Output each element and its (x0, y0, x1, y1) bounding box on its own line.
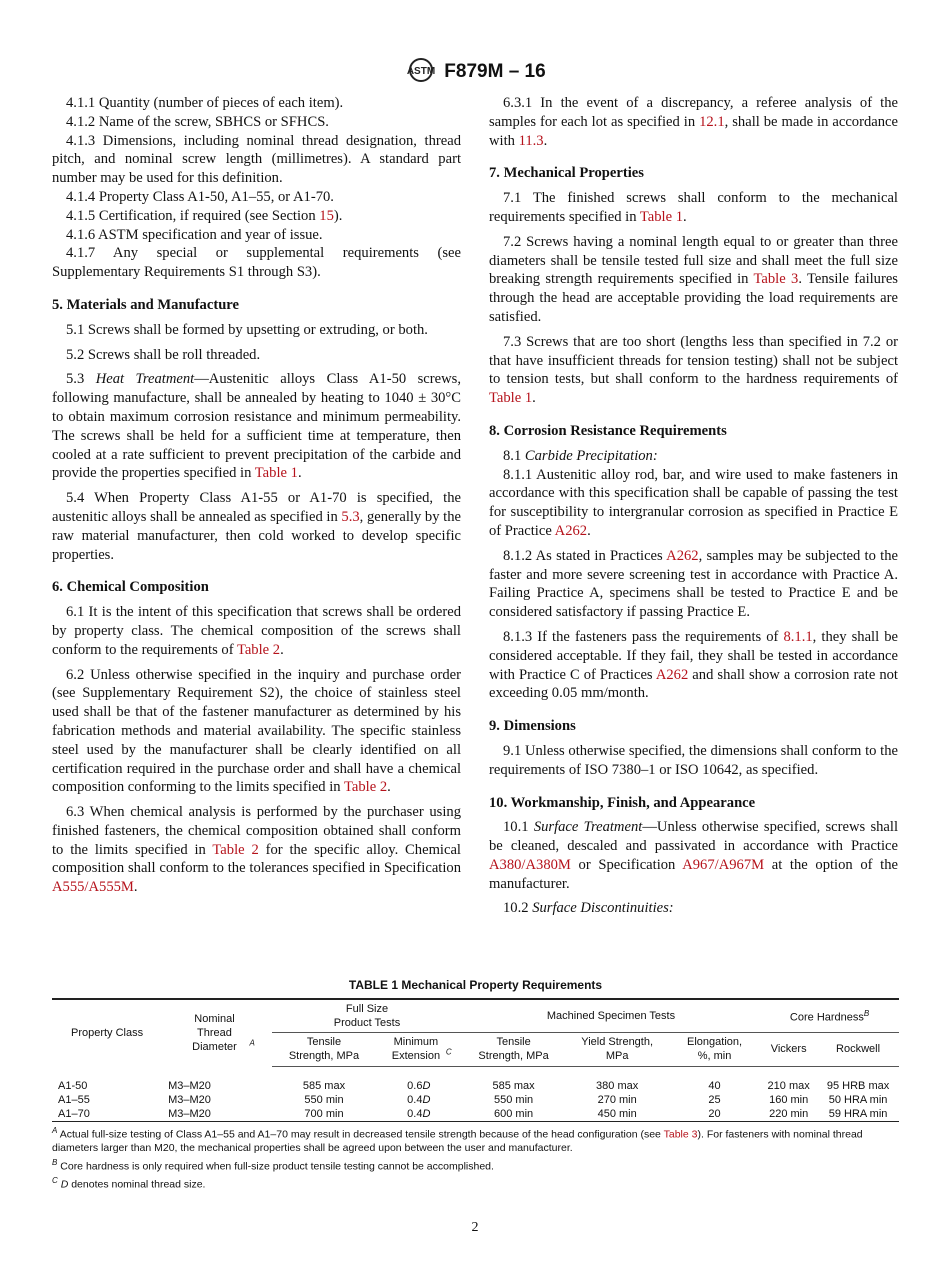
text-run: denotes nominal thread size. (68, 1178, 206, 1190)
table-cell: 585 max (492, 1080, 535, 1092)
text-run: 10.2 (503, 900, 533, 917)
col-m-tensile: Tensile Strength, MPa (462, 1033, 566, 1067)
section-heading (489, 422, 898, 441)
table-cell: 450 min (597, 1108, 637, 1120)
text-run: . (387, 779, 391, 796)
text-run: 9.1 Unless otherwise specified, the dimensions shall conform to the requirements of ISO 7380–1 or ISO 10642, as specified. (489, 742, 898, 778)
col-fs-extension: Minimum Extension $^C$ (376, 1033, 462, 1067)
paragraph (52, 207, 461, 226)
cross-reference-link[interactable]: 5.3 (341, 508, 360, 525)
table-cell: A1-50 (58, 1079, 88, 1092)
col-nominal-thread: Nominal Thread Diameter $^A$ (192, 1013, 255, 1054)
text-run: 4.1.2 Name of the screw, SBHCS or SFHCS. (66, 113, 329, 130)
cross-reference-link[interactable]: 8.1.1 (783, 628, 813, 645)
text-run: 6.3 When chemical analysis is performed by the purchaser using finished fasteners, the chemical composition obtained shall conform to the limits specified in (52, 804, 461, 858)
text-run: 9. Dimensions (489, 718, 576, 735)
text-run: . (297, 465, 302, 482)
table-cell: 270 min (597, 1094, 637, 1106)
paragraph (489, 742, 898, 780)
paragraph (489, 547, 898, 622)
table-cell: 585 max (302, 1080, 346, 1092)
text-run: 5.3 (66, 371, 96, 388)
section-heading (52, 578, 461, 597)
col-property-class: Property Class (70, 1027, 144, 1040)
cross-reference-link[interactable]: Table 2 (212, 841, 259, 858)
footnote (52, 1174, 899, 1192)
text-run: 5.1 Screws shall be formed by upsetting or extruding, or both. (66, 321, 428, 338)
cross-reference-link[interactable]: 12.1 (699, 113, 725, 130)
paragraph (489, 466, 898, 541)
cross-reference-link[interactable]: A262 (655, 666, 689, 683)
text-run: 5. Materials and Manufacture (52, 296, 239, 313)
table-cell: M3–M20 (168, 1079, 211, 1092)
text-run: Core hardness is only required when full-size product tensile testing cannot be accomplished. (60, 1160, 494, 1172)
text-run: , generally by the raw material manufacturer, then cold worked to develop specific properties. (52, 508, 461, 563)
text-run: . (587, 522, 591, 539)
col-machined: Machined Specimen Tests (462, 999, 760, 1033)
text-run: , they shall be considered acceptable. If they fail, they shall be tested in accordance with Practice C of Practices (489, 628, 898, 683)
astm-logo-icon (404, 57, 438, 83)
designation: F879M – 16 (444, 61, 546, 82)
text-run: 8.1.1 Austenitic alloy rod, bar, and wire used to make fasteners in accordance with this specification shall be capable of passing the test for susceptibility to intergranular corrosion as specified in Practice E of Practice (489, 466, 898, 539)
text-run: ). (333, 207, 343, 224)
paragraph (52, 321, 461, 340)
table-cell: M3–M20 (168, 1108, 211, 1120)
text-run: 8.1 (503, 447, 525, 464)
cross-reference-link[interactable]: Table 1 (639, 208, 684, 225)
right-column (489, 94, 898, 924)
cross-reference-link[interactable]: Table 1 (489, 390, 533, 407)
text-run: 4.1.7 Any special or supplemental requirements (see Supplementary Requirements S1 through S3). (52, 245, 461, 281)
paragraph (52, 132, 461, 188)
table-row (52, 1067, 899, 1094)
text-run: . (280, 641, 284, 658)
table-cell: 50 HRA min (828, 1094, 888, 1106)
paragraph (52, 370, 461, 483)
italic-term: Carbide Precipitation: (524, 447, 658, 464)
paragraph (489, 447, 898, 466)
table-1 (52, 978, 899, 1192)
table-row (52, 1093, 899, 1107)
table-cell: 700 min (304, 1108, 344, 1120)
paragraph (489, 628, 898, 703)
text-run: 8.1.3 If the fasteners pass the requirements of (503, 628, 784, 645)
text-run: 8. Corrosion Resistance Requirements (489, 422, 727, 439)
text-run: —Unless otherwise specified, screws shall be cleaned, descaled and passivated in accordance with Practice (489, 819, 899, 855)
paragraph (52, 244, 461, 282)
table-cell: 160 min (769, 1094, 809, 1106)
paragraph (489, 818, 898, 893)
text-run: 4.1.6 ASTM specification and year of issue. (66, 226, 323, 243)
paragraph (52, 188, 461, 207)
paragraph (52, 113, 461, 132)
text-run: . Tensile failures through the head are acceptable providing the load requirements are satisfied. (489, 271, 898, 325)
cross-reference-link[interactable]: Table 3 (663, 1128, 698, 1141)
svg-text:ASTM: ASTM (407, 66, 436, 77)
table-cell: 0.4D (407, 1094, 431, 1106)
text-run: 5.4 When Property Class A1-55 or A1-70 is specified, the austenitic alloys shall be annealed as specified in (52, 490, 461, 525)
italic-term: D (60, 1178, 69, 1190)
paragraph (52, 666, 461, 798)
footnote-mark: A (52, 1126, 58, 1135)
paragraph (489, 899, 898, 918)
table-cell: 600 min (494, 1108, 534, 1120)
cross-reference-link[interactable]: A967/A967M (682, 856, 765, 873)
cross-reference-link[interactable]: A262 (554, 522, 588, 539)
text-run: 10.1 (503, 819, 534, 836)
text-run: 4.1.5 Certification, if required (see Section (66, 207, 320, 224)
text-run: 4.1.3 Dimensions, including nominal thread designation, thread pitch, and nominal screw length (millimetres). A standard part number may be used for this definition. (52, 132, 461, 187)
table-cell: 0.6D (407, 1080, 431, 1092)
text-run: 8.1.2 As stated in Practices (503, 547, 667, 564)
text-run: 7.2 Screws having a nominal length equal to or greater than three diameters shall be tensile tested full size and shall meet the full size breaking strength requirements specified in (489, 233, 898, 288)
table-cell: A1–55 (58, 1094, 90, 1106)
table-row (52, 1107, 899, 1122)
text-run: 4.1.4 Property Class A1-50, A1–55, or A1-70. (66, 188, 334, 205)
col-full-size: Full Size Product Tests (272, 999, 462, 1033)
text-run: 7.3 Screws that are too short (lengths less than specified in 7.2 or that have insufficient threads for tension testing) shall not be subject to tension tests, but shall conform to the hardness requirements of (489, 333, 898, 388)
cross-reference-link[interactable]: A380/A380M (489, 856, 571, 873)
cross-reference-link[interactable]: A262 (666, 547, 699, 564)
text-run: 7. Mechanical Properties (489, 165, 644, 182)
text-run: and shall show a corrosion rate not exceeding 0.05 mm/month. (489, 666, 898, 702)
table-footnotes (52, 1124, 899, 1192)
paragraph (489, 189, 898, 227)
text-run: 6. Chemical Composition (52, 579, 209, 596)
paragraph (52, 603, 461, 659)
paragraph (489, 333, 898, 408)
paragraph (52, 489, 461, 564)
footnote-mark: B (52, 1157, 58, 1167)
paragraph (52, 94, 461, 113)
left-column (52, 94, 461, 903)
mechanical-property-table (52, 998, 899, 1122)
cross-reference-link[interactable]: Table 2 (236, 641, 281, 658)
text-run: at the option of the manufacturer. (489, 856, 898, 892)
table-cell: 40 (708, 1080, 721, 1092)
col-core-hardness: Core Hardness$^B$ (760, 999, 899, 1033)
text-run: 4.1.1 Quantity (number of pieces of each item). (66, 95, 344, 111)
text-run: , samples may be subjected to the faster and more severe screening test in accordance with Practice A. Failing Practice A, specimens shall be tested to Practice E and be considered satisfactory if passing Practice E. (489, 547, 898, 621)
text-run: —Austenitic alloys Class A1-50 screws, following manufacture, shall be annealed by heating to 1040 ± 30°C to obtain maximum corrosion resistance and minimum permeability. The screws shall be held for a sufficient time at temperature, then cooled at a rate sufficient to prevent precipitation of the carbide and provide the properties specified in (52, 371, 461, 482)
paragraph (489, 233, 898, 327)
cross-reference-link[interactable]: 11.3 (518, 132, 544, 149)
table-caption: TABLE 1 Mechanical Property Requirements (348, 978, 603, 992)
col-vickers: Vickers (760, 1033, 817, 1067)
text-run: or Specification (570, 856, 683, 873)
col-m-elongation: Elongation, %, min (669, 1033, 760, 1067)
text-run: Actual full-size testing of Class A1–55 and A1–70 may result in decreased tensile strength because of the head configuration (see (59, 1128, 664, 1141)
paragraph (52, 803, 461, 897)
section-heading (489, 794, 898, 813)
footnote (52, 1156, 899, 1174)
page-header (0, 57, 950, 83)
page-number: 2 (471, 1220, 479, 1235)
cross-reference-link[interactable]: 15 (319, 207, 334, 224)
italic-term: Surface Discontinuities: (532, 900, 674, 917)
table-cell: M3–M20 (168, 1094, 211, 1106)
text-run: 7.1 The finished screws shall conform to the mechanical requirements specified in (489, 190, 898, 225)
text-run: 10. Workmanship, Finish, and Appearance (489, 794, 756, 811)
paragraph (52, 226, 461, 245)
text-run: . (543, 132, 548, 149)
table-cell: 550 min (494, 1094, 534, 1106)
footnote-mark: C (52, 1175, 58, 1185)
cross-reference-link[interactable]: Table 3 (753, 271, 799, 288)
italic-term: Heat Treatment (95, 371, 195, 388)
paragraph (489, 94, 898, 150)
table-cell: 210 max (767, 1080, 810, 1092)
text-run: 6.1 It is the intent of this specification that screws shall be ordered by property class. The chemical composition of the screws shall conform to the requirements of (52, 604, 461, 658)
table-cell: 380 max (596, 1080, 639, 1092)
section-heading (52, 296, 461, 315)
table-cell: A1–70 (58, 1108, 90, 1120)
paragraph (52, 346, 461, 365)
text-run: 6.3.1 In the event of a discrepancy, a referee analysis of the samples for each lot as specified in (489, 95, 898, 130)
col-fs-tensile: Tensile Strength, MPa (272, 1033, 376, 1067)
table-cell: 59 HRA min (828, 1108, 888, 1120)
text-run: , shall be made in accordance with (489, 113, 898, 149)
section-heading (489, 164, 898, 183)
col-rockwell: Rockwell (817, 1033, 899, 1067)
footnote (52, 1124, 899, 1156)
italic-term: Surface Treatment (533, 819, 643, 836)
col-m-yield: Yield Strength, MPa (565, 1033, 669, 1067)
text-run: ). For fasteners with nominal thread diameters larger than M20, the mechanical properties shall be agreed upon between the user and manufacturer. (52, 1128, 863, 1154)
table-cell: 220 min (769, 1108, 809, 1120)
text-run: 5.2 Screws shall be roll threaded. (66, 346, 261, 363)
cross-reference-link[interactable]: A555/A555M (52, 879, 134, 896)
text-run: for the specific alloy. Chemical composition shall conform to the tolerances specified in Specification (52, 841, 461, 877)
table-cell: 550 min (304, 1094, 344, 1106)
text-run: . (133, 879, 138, 896)
text-run: . (683, 208, 687, 225)
table-cell: 0.4D (407, 1108, 431, 1120)
cross-reference-link[interactable]: Table 2 (343, 779, 388, 796)
table-cell: 25 (708, 1094, 721, 1106)
section-heading (489, 717, 898, 736)
text-run: . (532, 390, 536, 407)
cross-reference-link[interactable]: Table 1 (254, 465, 298, 482)
table-cell: 20 (708, 1108, 721, 1120)
text-run: 6.2 Unless otherwise specified in the inquiry and purchase order (see Supplementary Requirement S2), the choice of stainless steel used shall be that of the fastener manufacturer as determined by his fabrication methods and material availability. The specific stainless steel used by the manufacturer shall be clearly identified on all certification required in the purchase order and shall have a chemical composition conforming to the limits specified in (52, 666, 461, 796)
table-cell: 95 HRB max (826, 1080, 890, 1092)
